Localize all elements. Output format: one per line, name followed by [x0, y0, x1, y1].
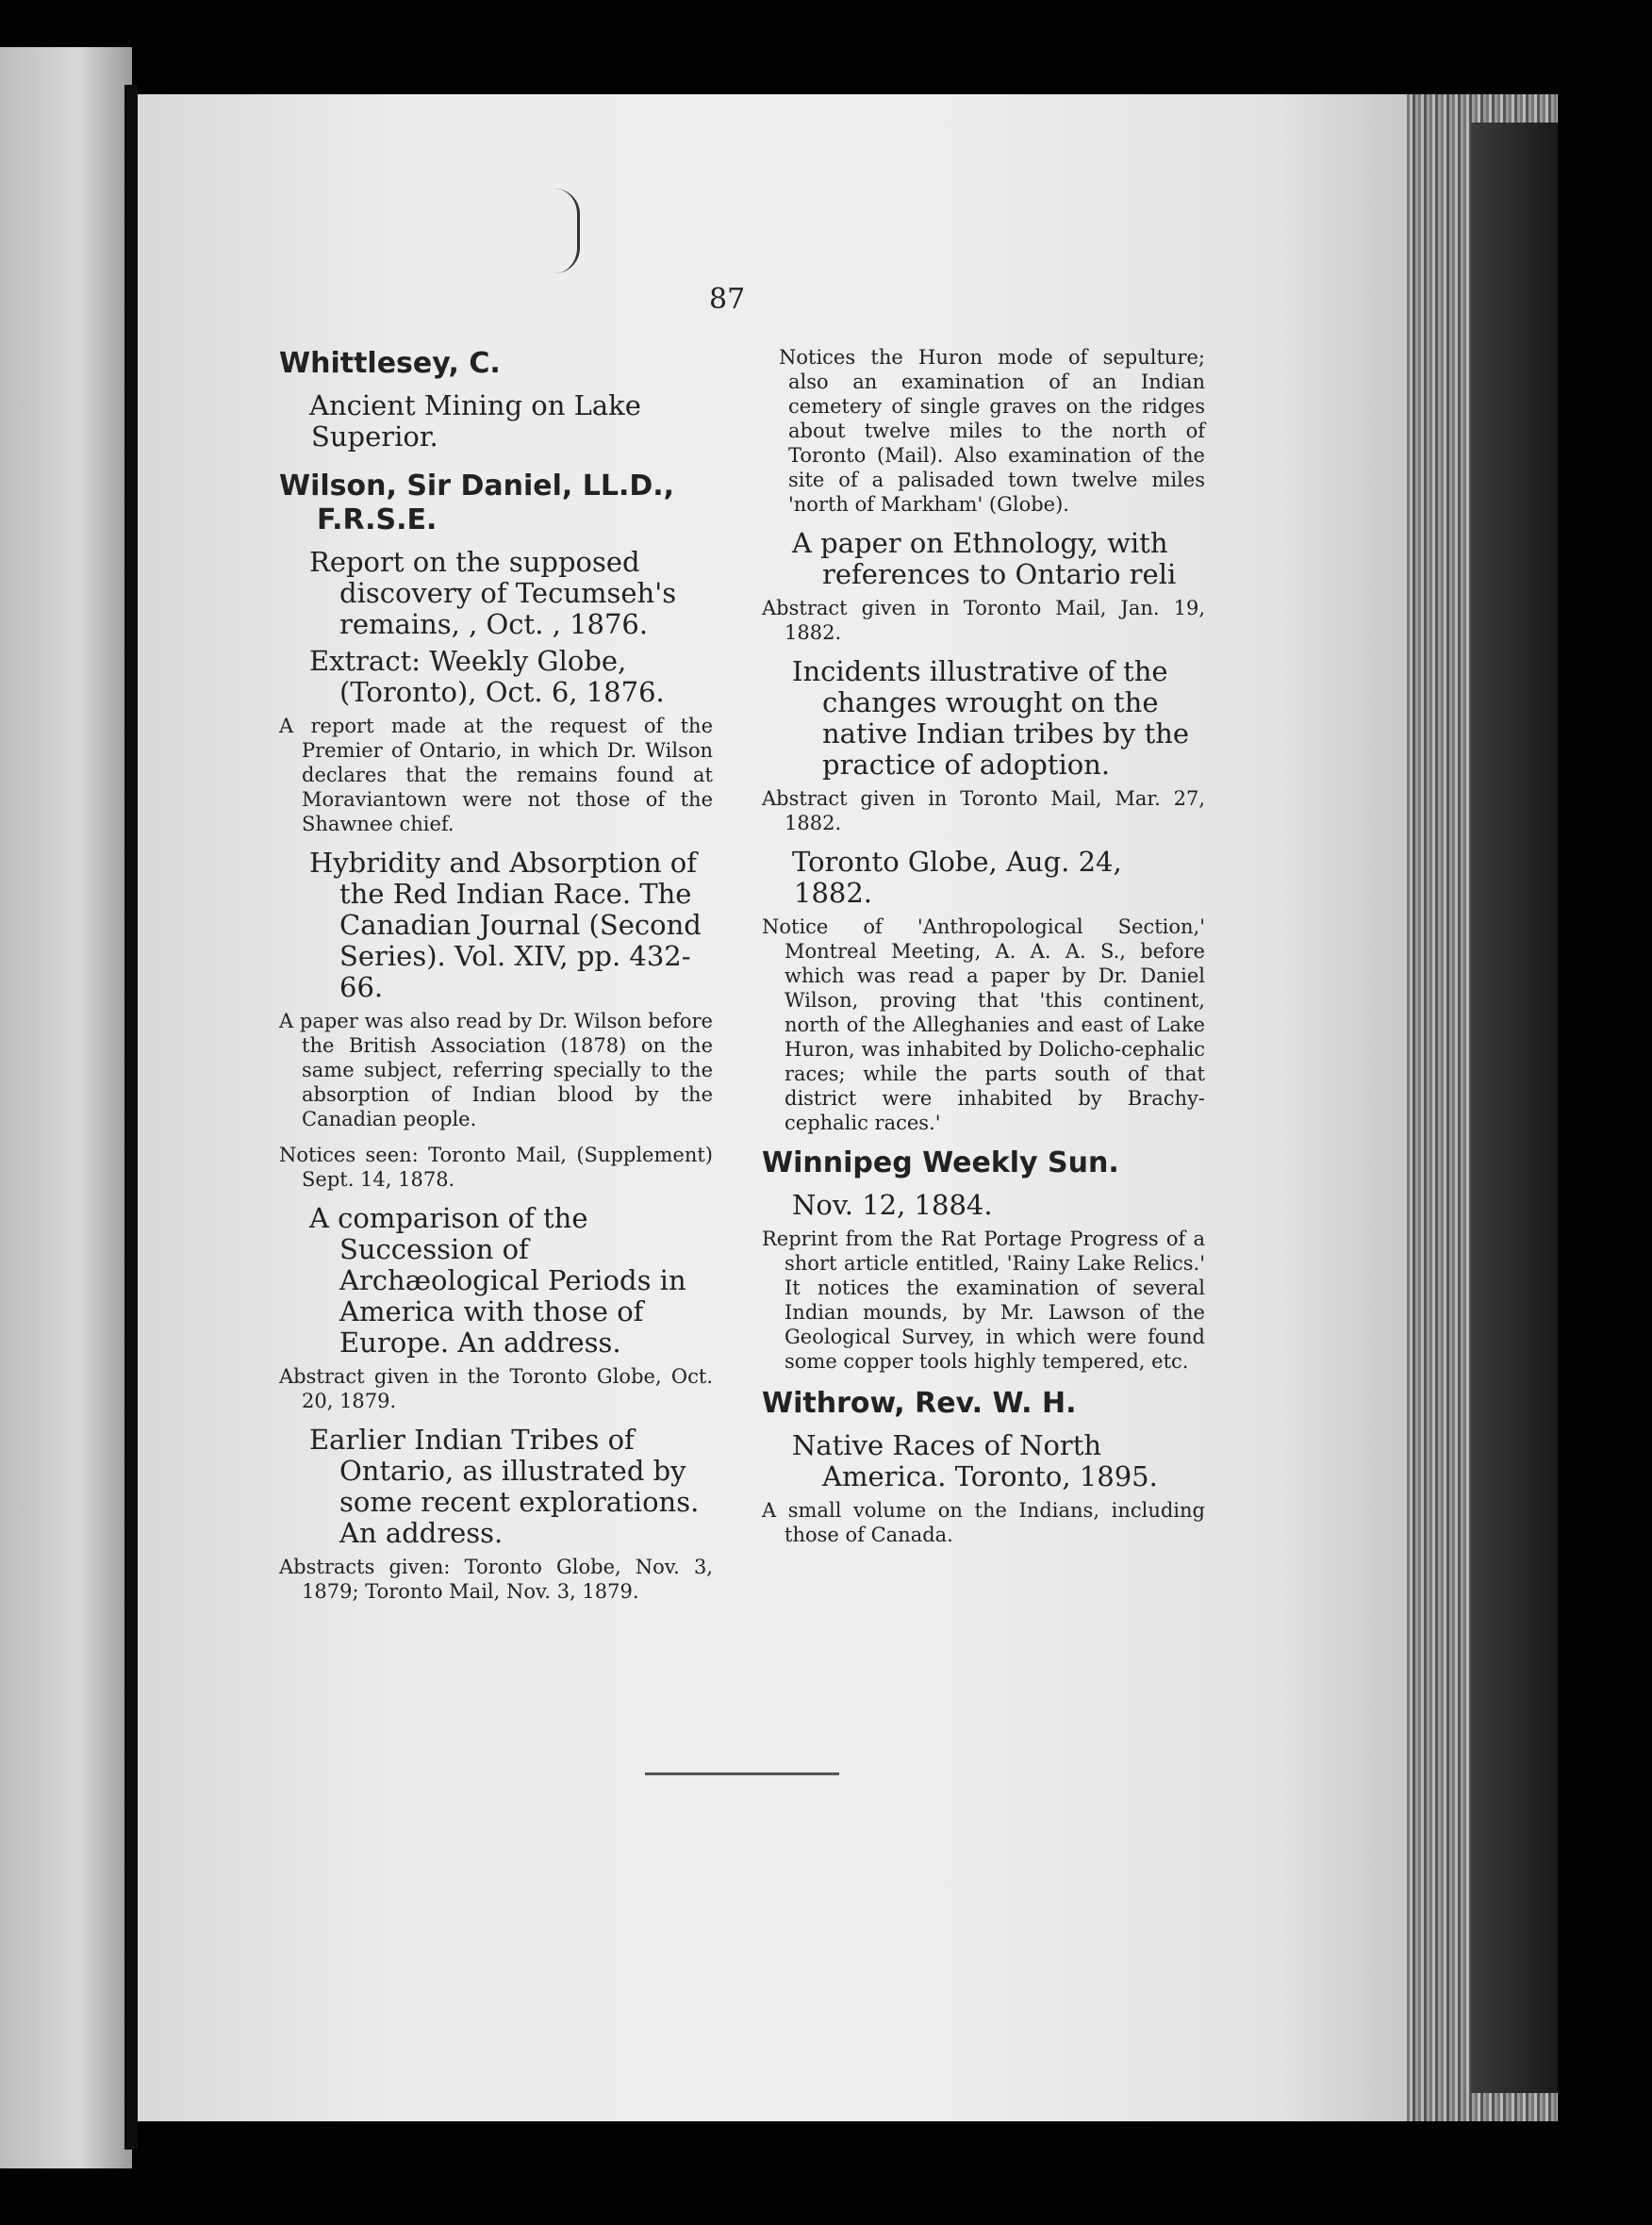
entry-note: Abstracts given: Toronto Globe, Nov. 3, 1879; Toronto Mail, Nov. 3, 1879.: [279, 1556, 713, 1603]
entry-heading: [762, 1146, 1205, 1180]
work-title: Ancient Mining on Lake Superior.: [309, 389, 641, 453]
work-title: Hybridity and Absorption of the Red Indian Race. The Canadian Journal (Second Series). Vol. XIV, pp. 432-66.: [309, 847, 702, 1003]
entry-note: Reprint from the Rat Portage Progress of a short article entitled, 'Rainy Lake Relics.' It notices the examination of several Indian mounds, by Mr. Lawson of the Geological Survey, in which were found some copper tools highly tempered, etc.: [762, 1228, 1205, 1373]
work-title: Toronto Globe, Aug. 24, 1882.: [792, 846, 1122, 909]
entry-heading: [279, 347, 713, 381]
work-title: A comparison of the Succession of Archæological Periods in America with those of Europe. An address.: [309, 1202, 686, 1359]
entry-note: Notices the Huron mode of sepulture; also an examination of an Indian cemetery of single graves on the ridges about twelve miles to the north of Toronto (Mail). Also examination of the site of a palisaded town twelve miles 'north of Markham' (Globe).: [779, 346, 1205, 516]
work-title: Native Races of North America. Toronto, 1895.: [792, 1429, 1158, 1492]
author-name: Whittlesey, C.: [279, 347, 501, 380]
work-title: Nov. 12, 1884.: [792, 1189, 993, 1221]
periodical-name: Winnipeg Weekly Sun.: [762, 1146, 1119, 1179]
pencil-mark: [554, 189, 580, 273]
entry-heading: [762, 1387, 1205, 1421]
work-title: Report on the supposed discovery of Tecumseh's remains, , Oct. , 1876.: [309, 546, 677, 640]
author-name: Withrow, Rev. W. H.: [762, 1387, 1077, 1420]
entry-note: A paper was also read by Dr. Wilson before the British Association (1878) on the same subject, referring specially to the absorption of Indian blood by the Canadian people.: [279, 1010, 713, 1130]
left-column: [279, 339, 713, 1615]
right-column: [762, 339, 1205, 1558]
end-rule: [645, 1772, 839, 1775]
work-title: Extract: Weekly Globe, (Toronto), Oct. 6, 1876.: [309, 645, 665, 708]
work-title: A paper on Ethnology, with references to Ontario reli: [792, 527, 1177, 590]
entry-note: Notice of 'Anthropological Section,' Montreal Meeting, A. A. A. S., before which was read a paper by Dr. Daniel Wilson, proving that 'this continent, north of the Alleghanies and east of Lake Huron, was inhabited by Dolicho-cephalic races; while the parts south of that district were inhabited by Brachy-cephalic races.': [762, 915, 1205, 1134]
work-title: Earlier Indian Tribes of Ontario, as illustrated by some recent explorations. An address.: [309, 1424, 700, 1549]
entry-note: A small volume on the Indians, including those of Canada.: [762, 1499, 1205, 1546]
left-page-edge: [0, 47, 132, 2168]
author-credentials: F.R.S.E.: [317, 503, 438, 536]
entry-note: Notices seen: Toronto Mail, (Supplement) Sept. 14, 1878.: [279, 1144, 713, 1191]
author-name: Wilson, Sir Daniel, LL.D.,: [279, 470, 675, 503]
book-gutter: [124, 85, 138, 2150]
work-title: Incidents illustrative of the changes wrought on the native Indian tribes by the practice of adoption.: [792, 655, 1190, 781]
entry-note: Abstract given in Toronto Mail, Mar. 27, 1882.: [762, 787, 1205, 834]
entry-heading: [279, 470, 713, 537]
book-cover-edge: [1471, 123, 1558, 2093]
entry-note: A report made at the request of the Premier of Ontario, in which Dr. Wilson declares that the remains found at Moraviantown were not those of the Shawnee chief.: [279, 715, 713, 835]
page-number: 87: [709, 283, 746, 316]
entry-note: Abstract given in Toronto Mail, Jan. 19, 1882.: [762, 597, 1205, 644]
entry-note: Abstract given in the Toronto Globe, Oct. 20, 1879.: [279, 1365, 713, 1412]
